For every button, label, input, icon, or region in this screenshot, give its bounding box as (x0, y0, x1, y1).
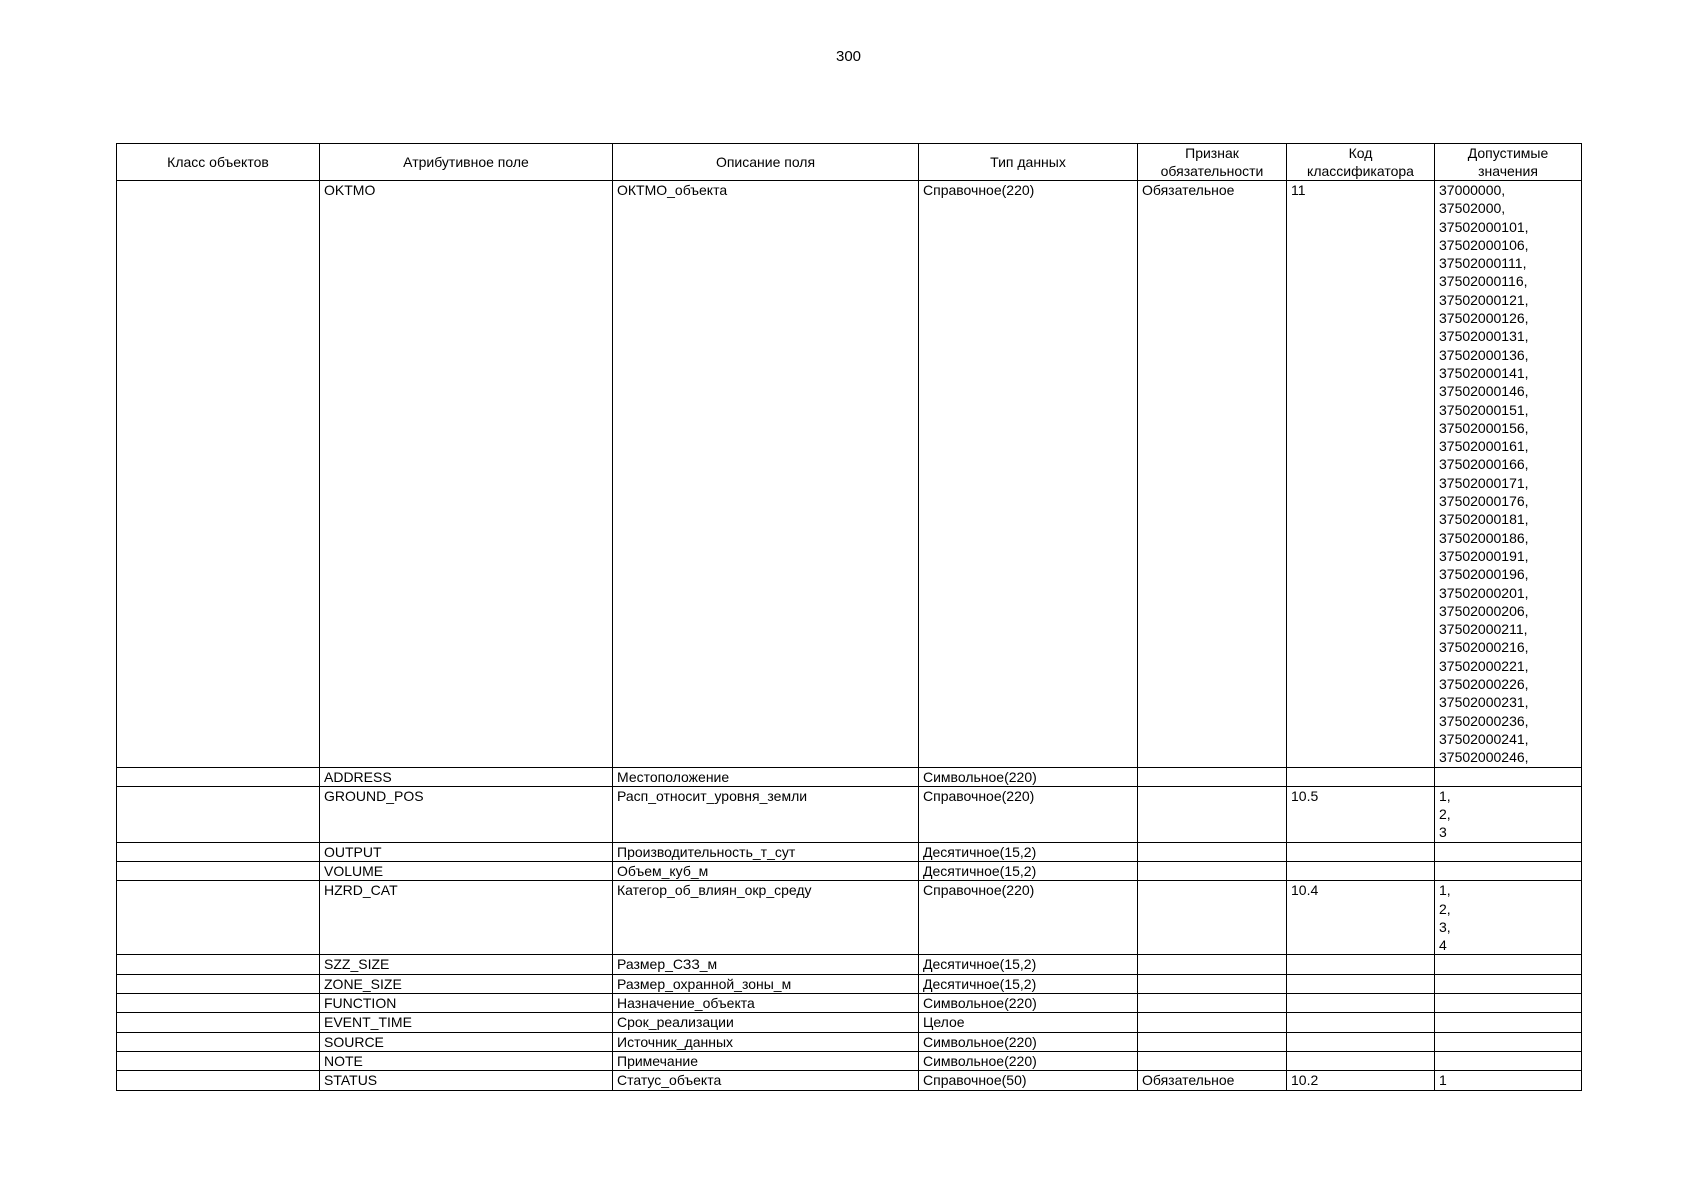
attribute-field-cell: NOTE (320, 1051, 613, 1070)
object-class-cell (117, 1051, 320, 1070)
object-class-cell (117, 861, 320, 880)
mandatory-flag-cell (1138, 1013, 1287, 1032)
field-description-cell: Расп_относит_уровня_земли (613, 786, 919, 842)
object-class-cell (117, 1032, 320, 1051)
allowed-values-cell (1435, 842, 1582, 861)
field-description-cell: Размер_охранной_зоны_м (613, 974, 919, 993)
mandatory-flag-cell (1138, 842, 1287, 861)
allowed-values-cell: 1, 2, 3 (1435, 786, 1582, 842)
table-row (117, 861, 1582, 880)
allowed-values-cell: 1, 2, 3, 4 (1435, 881, 1582, 955)
allowed-values-cell (1435, 1032, 1582, 1051)
mandatory-flag-cell (1138, 767, 1287, 786)
header-mandatory-flag: Признак обязательности (1138, 144, 1287, 181)
field-description-cell: Производительность_т_сут (613, 842, 919, 861)
table-row (117, 1032, 1582, 1051)
classifier-code-cell (1287, 974, 1435, 993)
mandatory-flag-cell (1138, 1051, 1287, 1070)
data-type-cell: Целое (919, 1013, 1138, 1032)
data-type-cell: Справочное(220) (919, 181, 1138, 768)
data-type-cell: Символьное(220) (919, 767, 1138, 786)
object-class-cell (117, 974, 320, 993)
allowed-values-cell (1435, 767, 1582, 786)
field-description-cell: Размер_СЗЗ_м (613, 955, 919, 974)
classifier-code-cell (1287, 994, 1435, 1013)
allowed-values-cell: 37000000, 37502000, 37502000101, 37502000106, 37502000111, 37502000116, 37502000121, 37502000126, 37502000131, 37502000136, 37502000141, 37502000146, 37502000151, 37502000156, 37502000161, 37502000166, 37502000171, 37502000176, 37502000181, 37502000186, 37502000191, 37502000196, 37502000201, 37502000206, 37502000211, 37502000216, 37502000221, 37502000226, 37502000231, 37502000236, 37502000241, 37502000246, (1435, 181, 1582, 768)
field-description-cell: ОКТМО_объекта (613, 181, 919, 768)
mandatory-flag-cell (1138, 955, 1287, 974)
attribute-field-cell: EVENT_TIME (320, 1013, 613, 1032)
object-class-cell (117, 1013, 320, 1032)
header-object-class: Класс объектов (117, 144, 320, 181)
table-row (117, 181, 1582, 768)
data-type-cell: Справочное(50) (919, 1071, 1138, 1090)
field-description-cell: Примечание (613, 1051, 919, 1070)
field-description-cell: Объем_куб_м (613, 861, 919, 880)
table-row (117, 1051, 1582, 1070)
field-description-cell: Местоположение (613, 767, 919, 786)
attribute-field-cell: SZZ_SIZE (320, 955, 613, 974)
object-class-cell (117, 955, 320, 974)
data-type-cell: Символьное(220) (919, 994, 1138, 1013)
table-row (117, 842, 1582, 861)
classifier-code-cell (1287, 955, 1435, 974)
attribute-field-cell: OKTMO (320, 181, 613, 768)
object-class-cell (117, 786, 320, 842)
attribute-table (116, 143, 1582, 1091)
attribute-field-cell: ADDRESS (320, 767, 613, 786)
allowed-values-cell (1435, 861, 1582, 880)
field-description-cell: Срок_реализации (613, 1013, 919, 1032)
table-row (117, 1013, 1582, 1032)
data-type-cell: Справочное(220) (919, 881, 1138, 955)
classifier-code-cell: 10.2 (1287, 1071, 1435, 1090)
attribute-field-cell: STATUS (320, 1071, 613, 1090)
allowed-values-cell (1435, 994, 1582, 1013)
table-row (117, 955, 1582, 974)
table-row (117, 974, 1582, 993)
classifier-code-cell (1287, 767, 1435, 786)
classifier-code-cell (1287, 1013, 1435, 1032)
classifier-code-cell (1287, 861, 1435, 880)
classifier-code-cell: 11 (1287, 181, 1435, 768)
object-class-cell (117, 994, 320, 1013)
object-class-cell (117, 181, 320, 768)
mandatory-flag-cell: Обязательное (1138, 181, 1287, 768)
data-type-cell: Символьное(220) (919, 1032, 1138, 1051)
classifier-code-cell (1287, 842, 1435, 861)
page-number: 300 (835, 48, 862, 65)
data-type-cell: Десятичное(15,2) (919, 974, 1138, 993)
classifier-code-cell: 10.4 (1287, 881, 1435, 955)
attribute-field-cell: ZONE_SIZE (320, 974, 613, 993)
object-class-cell (117, 1071, 320, 1090)
classifier-code-cell (1287, 1051, 1435, 1070)
attribute-field-cell: HZRD_CAT (320, 881, 613, 955)
allowed-values-cell (1435, 955, 1582, 974)
header-data-type: Тип данных (919, 144, 1138, 181)
data-type-cell: Десятичное(15,2) (919, 842, 1138, 861)
header-classifier-code: Код классификатора (1287, 144, 1435, 181)
mandatory-flag-cell: Обязательное (1138, 1071, 1287, 1090)
attribute-field-cell: OUTPUT (320, 842, 613, 861)
field-description-cell: Статус_объекта (613, 1071, 919, 1090)
header-allowed-values: Допустимые значения (1435, 144, 1582, 181)
object-class-cell (117, 881, 320, 955)
table-row (117, 881, 1582, 955)
header-field-description: Описание поля (613, 144, 919, 181)
mandatory-flag-cell (1138, 1032, 1287, 1051)
allowed-values-cell (1435, 974, 1582, 993)
table-row (117, 767, 1582, 786)
table-row (117, 1071, 1582, 1090)
data-type-cell: Десятичное(15,2) (919, 955, 1138, 974)
allowed-values-cell (1435, 1051, 1582, 1070)
data-type-cell: Справочное(220) (919, 786, 1138, 842)
mandatory-flag-cell (1138, 974, 1287, 993)
mandatory-flag-cell (1138, 861, 1287, 880)
object-class-cell (117, 842, 320, 861)
classifier-code-cell (1287, 1032, 1435, 1051)
mandatory-flag-cell (1138, 786, 1287, 842)
object-class-cell (117, 767, 320, 786)
attribute-field-cell: GROUND_POS (320, 786, 613, 842)
table-header-row (117, 144, 1582, 181)
table-row (117, 786, 1582, 842)
allowed-values-cell: 1 (1435, 1071, 1582, 1090)
attribute-field-cell: VOLUME (320, 861, 613, 880)
mandatory-flag-cell (1138, 994, 1287, 1013)
field-description-cell: Назначение_объекта (613, 994, 919, 1013)
field-description-cell: Категор_об_влиян_окр_среду (613, 881, 919, 955)
header-attribute-field: Атрибутивное поле (320, 144, 613, 181)
attribute-field-cell: SOURCE (320, 1032, 613, 1051)
field-description-cell: Источник_данных (613, 1032, 919, 1051)
table-body (117, 181, 1582, 1091)
classifier-code-cell: 10.5 (1287, 786, 1435, 842)
allowed-values-cell (1435, 1013, 1582, 1032)
mandatory-flag-cell (1138, 881, 1287, 955)
attribute-field-cell: FUNCTION (320, 994, 613, 1013)
data-type-cell: Десятичное(15,2) (919, 861, 1138, 880)
table-row (117, 994, 1582, 1013)
data-type-cell: Символьное(220) (919, 1051, 1138, 1070)
